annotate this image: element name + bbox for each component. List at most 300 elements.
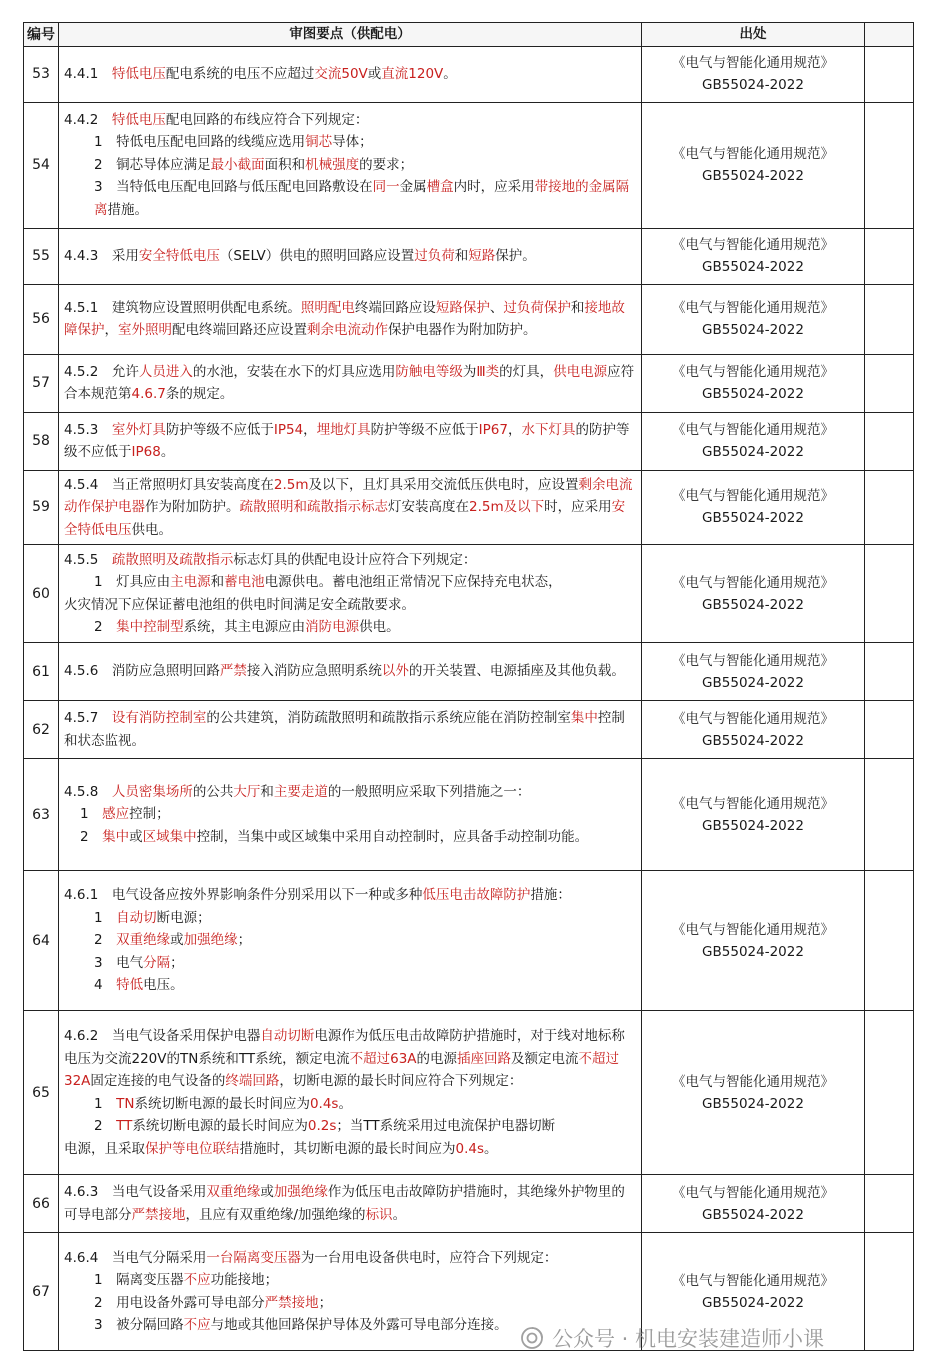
clause-text: 火灾情况下应保证蓄电池组的供电时间满足安全疏散要求。 — [64, 596, 415, 613]
clause-line — [64, 1115, 637, 1138]
clause-text: 的电源 — [416, 1050, 458, 1067]
review-point-text — [59, 470, 642, 545]
clause-text: 供电。 — [131, 521, 172, 538]
clause-text: 措施： — [530, 887, 571, 904]
highlighted-term: 室外照明 — [118, 322, 172, 338]
source-code: GB55024-2022 — [702, 596, 804, 613]
clause-text: 内时，应采用 — [453, 179, 535, 196]
clause-text: 控制，当集中或区域集中采用自动控制时，应具备手动控制功能。 — [196, 828, 589, 845]
row-number: 67 — [24, 1233, 59, 1351]
source-title: 《电气与智能化通用规范》 — [672, 55, 834, 71]
highlighted-term: 低压电击故障防护 — [422, 887, 531, 904]
review-point-text — [59, 871, 642, 1011]
highlighted-term: 终端回路 — [225, 1073, 280, 1089]
clause-text: 作为低压电击故障防护措施时，其绝缘外护物里的可导电部分 — [64, 1184, 625, 1223]
clause-line — [64, 660, 637, 683]
highlighted-term: 设有消防控制室 — [111, 710, 207, 726]
highlighted-term: 集中控制型 — [116, 619, 184, 635]
row-number: 54 — [24, 102, 59, 228]
row-number: 65 — [24, 1011, 59, 1175]
clause-text: 措施时，其切断电源的最长时间应为 — [239, 1140, 456, 1157]
clause-line — [64, 884, 637, 907]
clause-text: 4.5.5 — [64, 551, 112, 568]
highlighted-term: 人员密集场所 — [111, 783, 193, 800]
clause-text: 的开关装置、电源插座及其他负载。 — [408, 663, 625, 680]
source-title: 《电气与智能化通用规范》 — [672, 710, 834, 727]
highlighted-term: 不超过32A — [64, 1050, 620, 1089]
clause-text: 作为附加防护。 — [145, 499, 240, 515]
clause-text: 的防护等级不应低于 — [64, 421, 630, 460]
clause-line — [64, 245, 637, 268]
clause-text: ； — [318, 1294, 333, 1311]
table-row — [24, 701, 914, 759]
clause-text: 供电。 — [359, 619, 400, 635]
highlighted-term: 埋地灯具 — [316, 421, 371, 438]
review-point-text — [59, 759, 642, 871]
clause-text: ； — [237, 932, 252, 949]
highlighted-term: 短路保护 — [435, 299, 490, 316]
clause-text: 1 隔离变压器 — [94, 1272, 184, 1288]
review-point-text — [59, 102, 642, 228]
review-points-table — [23, 22, 914, 1351]
clause-text: ；当TT系统采用过电流保护电器切断 — [336, 1118, 556, 1134]
table-header-row — [24, 23, 914, 47]
extra-cell — [865, 701, 914, 759]
clause-text: 导体； — [332, 134, 373, 151]
clause-text: 与地或其他回路保护导体及外露可导电部分连接。 — [210, 1317, 508, 1333]
clause-text: 标志灯具的供配电设计应符合下列规定： — [233, 551, 477, 568]
table-row — [24, 1175, 914, 1233]
source-title: 《电气与智能化通用规范》 — [672, 574, 834, 591]
highlighted-term: 特低电压 — [111, 111, 166, 128]
table-row — [24, 354, 914, 412]
extra-cell — [865, 228, 914, 284]
highlighted-term: 标识 — [365, 1206, 393, 1223]
clause-text: 1 — [94, 909, 117, 926]
source-code: GB55024-2022 — [702, 168, 804, 184]
extra-cell — [865, 102, 914, 228]
clause-text: 的一般照明应采取下列措施之一： — [327, 783, 531, 800]
clause-line — [64, 109, 637, 132]
row-number: 63 — [24, 759, 59, 871]
table-row — [24, 759, 914, 871]
table-row — [24, 871, 914, 1011]
clause-line — [64, 154, 637, 177]
highlighted-term: 接地故障保护 — [64, 299, 625, 338]
review-point-text — [59, 412, 642, 470]
highlighted-term: 供电电源 — [553, 363, 608, 380]
clause-text: 2 用电设备外露可导电部分 — [94, 1294, 265, 1311]
row-number: 64 — [24, 871, 59, 1011]
clause-text: 防护等级不应低于 — [370, 421, 479, 438]
clause-text: 4.5.1 建筑物应设置照明供配电系统。 — [64, 299, 301, 316]
clause-text: 2 铜芯导体应满足 — [94, 156, 211, 173]
highlighted-term: 安全特低电压 — [138, 247, 220, 264]
clause-text: 的灯具， — [499, 363, 554, 380]
source-reference — [642, 228, 865, 284]
clause-text: 防护等级不应低于 — [165, 421, 274, 438]
extra-cell — [865, 759, 914, 871]
source-reference — [642, 545, 865, 643]
clause-text: 。 — [443, 65, 457, 82]
highlighted-term: 保护等电位联结 — [145, 1140, 240, 1157]
source-reference — [642, 1175, 865, 1233]
extra-cell — [865, 284, 914, 354]
clause-text: 断电源； — [156, 909, 211, 926]
clause-line — [64, 616, 637, 639]
clause-line — [64, 1247, 637, 1270]
clause-text: 配电回路的布线应符合下列规定： — [165, 111, 369, 128]
table-row — [24, 102, 914, 228]
table-row — [24, 46, 914, 102]
clause-text: 。 — [484, 1140, 498, 1157]
clause-text: 金属 — [399, 179, 427, 196]
table-row — [24, 228, 914, 284]
highlighted-term: 集中 — [102, 828, 130, 845]
clause-text: 系统，其主电源应由 — [183, 619, 306, 635]
highlighted-term: 过负荷 — [414, 247, 455, 264]
clause-text: 4.6.1 电气设备应按外界影响条件分别采用以下一种或多种 — [64, 887, 423, 904]
highlighted-term: IP68 — [131, 444, 161, 460]
clause-text: 4.6.3 当电气设备采用 — [64, 1184, 207, 1200]
extra-cell — [865, 354, 914, 412]
highlighted-term: Ⅲ类 — [476, 363, 500, 380]
clause-text: 3 当特低电压配电回路与低压配电回路敷设在 — [94, 179, 373, 196]
clause-line — [64, 419, 637, 464]
highlighted-term: 交流50V — [314, 65, 368, 82]
clause-text: 控制； — [129, 806, 170, 823]
highlighted-term: 主要走道 — [273, 783, 328, 800]
highlighted-term: 区域集中 — [142, 828, 197, 845]
highlighted-term: 主电源 — [170, 574, 211, 590]
source-title: 《电气与智能化通用规范》 — [672, 422, 834, 438]
source-title: 《电气与智能化通用规范》 — [672, 488, 834, 505]
source-reference — [642, 871, 865, 1011]
highlighted-term: 0.4s — [455, 1140, 485, 1157]
row-number: 53 — [24, 46, 59, 102]
clause-text: 条的规定。 — [165, 386, 234, 402]
highlighted-term: 自动切 — [116, 909, 157, 926]
clause-text: 及以下，且灯具采用交流低压供电时，应设置 — [308, 476, 579, 493]
clause-line — [64, 63, 637, 86]
highlighted-term: 0.2s — [307, 1118, 337, 1134]
clause-text: 。 — [338, 1095, 352, 1112]
highlighted-term: IP67 — [478, 421, 508, 438]
highlighted-term: 以外 — [381, 663, 409, 680]
source-title: 《电气与智能化通用规范》 — [672, 1272, 834, 1289]
source-code: GB55024-2022 — [702, 1095, 804, 1112]
source-code: GB55024-2022 — [702, 674, 804, 691]
clause-text: 和 — [454, 247, 469, 264]
clause-text: 应符合本规范第 — [64, 363, 635, 402]
highlighted-term: 疏散照明和疏散指示标志 — [239, 499, 388, 515]
highlighted-term: 插座回路 — [457, 1050, 512, 1067]
clause-text: 4.4.2 — [64, 111, 112, 128]
table-row — [24, 643, 914, 701]
clause-text: 4.6.4 当电气分隔采用 — [64, 1249, 207, 1266]
clause-line — [64, 549, 637, 572]
wechat-official-account-icon — [520, 1326, 544, 1350]
source-title: 《电气与智能化通用规范》 — [672, 1073, 834, 1090]
source-code: GB55024-2022 — [702, 444, 804, 460]
source-title: 《电气与智能化通用规范》 — [672, 300, 834, 316]
highlighted-term: 加强绝缘 — [273, 1184, 328, 1200]
clause-text: 的水池，安装在水下的灯具应选用 — [192, 363, 396, 380]
highlighted-term: 带接地的金属隔离 — [94, 179, 630, 218]
highlighted-term: 双重绝缘 — [206, 1184, 261, 1200]
clause-text: 1 — [94, 1095, 117, 1112]
extra-cell — [865, 1175, 914, 1233]
clause-text: 或 — [129, 828, 143, 845]
clause-text: 电源供电。蓄电池组正常情况下应保持充电状态， — [264, 574, 562, 590]
clause-text: ，且应有双重绝缘/加强绝缘的 — [185, 1206, 366, 1223]
header-source: 出处 — [642, 23, 865, 47]
clause-text: 保护。 — [495, 247, 536, 264]
highlighted-term: 室外灯具 — [111, 421, 166, 438]
clause-text: ； — [170, 954, 184, 971]
clause-text: ，切断电源的最长时间应符合下列规定： — [279, 1073, 523, 1089]
clause-line — [64, 1093, 637, 1116]
row-number: 61 — [24, 643, 59, 701]
highlighted-term: 2.5m及以下 — [469, 499, 545, 515]
clause-text: 和 — [570, 299, 585, 316]
table-row — [24, 470, 914, 545]
highlighted-term: 严禁接地 — [264, 1294, 319, 1311]
clause-text: ， — [303, 421, 317, 438]
clause-text: 或 — [170, 932, 184, 949]
clause-text: 2 — [94, 932, 117, 949]
clause-text: 电压。 — [143, 977, 184, 994]
source-code: GB55024-2022 — [702, 259, 804, 275]
clause-text: 4.5.2 允许 — [64, 363, 139, 380]
clause-line — [64, 974, 637, 997]
clause-text: 接入消防应急照明系统 — [246, 663, 382, 680]
clause-text: （SELV）供电的照明回路应设置 — [219, 247, 415, 264]
highlighted-term: 特低电压 — [111, 65, 166, 82]
highlighted-term: 加强绝缘 — [183, 932, 238, 949]
clause-text: ， — [507, 421, 522, 438]
clause-line — [64, 1292, 637, 1315]
highlighted-term: 不应 — [183, 1272, 211, 1288]
row-number: 59 — [24, 470, 59, 545]
highlighted-term: 严禁 — [219, 663, 247, 680]
extra-cell — [865, 412, 914, 470]
extra-cell — [865, 1011, 914, 1175]
source-code: GB55024-2022 — [702, 322, 804, 338]
clause-text: 4.4.1 — [64, 65, 112, 82]
highlighted-term: 铜芯 — [305, 134, 333, 151]
clause-text: 功能接地； — [210, 1272, 279, 1288]
clause-text: 面积和 — [264, 156, 306, 173]
source-reference — [642, 701, 865, 759]
clause-text: 4.4.3 采用 — [64, 247, 139, 264]
source-code: GB55024-2022 — [702, 1206, 804, 1223]
highlighted-term: 集中 — [570, 710, 598, 726]
clause-text: 为一台用电设备供电时，应符合下列规定： — [300, 1249, 558, 1266]
highlighted-term: 安全特低电压 — [64, 499, 626, 538]
highlighted-term: 短路 — [468, 247, 496, 264]
highlighted-term: 防触电等级 — [395, 363, 463, 380]
clause-text: ， — [104, 322, 118, 338]
row-number: 56 — [24, 284, 59, 354]
source-title: 《电气与智能化通用规范》 — [672, 364, 834, 380]
table-row — [24, 545, 914, 643]
row-number: 62 — [24, 701, 59, 759]
highlighted-term: 一台隔离变压器 — [206, 1249, 301, 1266]
clause-text: 电源作为低压电击故障防护措施时，对于线对地标称电压为交流220V的TN系统和TT系统，额定电流 — [64, 1028, 625, 1067]
highlighted-term: 2.5m — [273, 476, 309, 493]
clause-text: 4.5.4 当正常照明灯具安装高度在 — [64, 476, 274, 493]
highlighted-term: 槽盒 — [426, 179, 454, 196]
highlighted-term: 大厅 — [233, 783, 261, 800]
highlighted-term: 严禁接地 — [131, 1206, 186, 1223]
header-number: 编号 — [24, 23, 59, 47]
source-reference — [642, 284, 865, 354]
clause-text: 或 — [367, 65, 382, 82]
clause-text: 3 电气 — [94, 954, 144, 971]
review-point-text — [59, 1175, 642, 1233]
clause-line — [64, 297, 637, 342]
source-reference — [642, 643, 865, 701]
highlighted-term: 人员进入 — [138, 363, 193, 380]
table-body — [24, 46, 914, 1351]
watermark-text: 公众号 · 机电安装建造师小课 — [552, 1327, 825, 1351]
source-code: GB55024-2022 — [702, 510, 804, 527]
clause-line — [64, 131, 637, 154]
clause-line — [64, 571, 637, 594]
source-code: GB55024-2022 — [702, 1294, 804, 1311]
review-point-text — [59, 354, 642, 412]
clause-text: 配电系统的电压不应超过 — [165, 65, 315, 82]
clause-text: 4.5.8 — [64, 783, 112, 800]
source-title: 《电气与智能化通用规范》 — [672, 652, 834, 669]
source-title: 《电气与智能化通用规范》 — [672, 146, 834, 162]
row-number: 58 — [24, 412, 59, 470]
highlighted-term: 剩余电流动作保护电器 — [64, 476, 633, 515]
highlighted-term: 自动切断 — [260, 1028, 315, 1044]
clause-text: 保护电器作为附加防护。 — [388, 322, 537, 338]
source-code: GB55024-2022 — [702, 943, 804, 960]
clause-text: 或 — [260, 1184, 274, 1200]
extra-cell — [865, 46, 914, 102]
source-title: 《电气与智能化通用规范》 — [672, 1184, 834, 1201]
clause-text: 4 — [94, 977, 117, 994]
source-reference — [642, 102, 865, 228]
highlighted-term: 特低 — [116, 977, 144, 994]
table-row — [24, 1011, 914, 1175]
clause-text: 4.5.6 消防应急照明回路 — [64, 663, 220, 680]
highlighted-term: 0.4s — [309, 1095, 339, 1112]
source-reference — [642, 1011, 865, 1175]
clause-text: 、 — [489, 299, 504, 316]
clause-text: 1 灯具应由 — [94, 574, 171, 590]
clause-text: 及额定电流 — [511, 1050, 579, 1067]
clause-text: 的要求； — [359, 156, 414, 173]
highlighted-term: 最小截面 — [210, 156, 265, 173]
clause-text: 系统切断电源的最长时间应为 — [134, 1095, 310, 1112]
table-row — [24, 284, 914, 354]
highlighted-term: 不超过63A — [349, 1050, 417, 1067]
clause-text: 2 — [94, 1118, 117, 1134]
source-code: GB55024-2022 — [702, 386, 804, 402]
clause-text: 配电终端回路还应设置 — [172, 322, 307, 338]
review-point-text — [59, 46, 642, 102]
source-title: 《电气与智能化通用规范》 — [672, 921, 834, 938]
review-point-text — [59, 643, 642, 701]
source-reference — [642, 470, 865, 545]
clause-line — [64, 176, 637, 221]
extra-cell — [865, 643, 914, 701]
source-title: 《电气与智能化通用规范》 — [672, 237, 834, 253]
source-reference — [642, 412, 865, 470]
clause-line — [64, 707, 637, 752]
clause-text: 的公共建筑，消防疏散照明和疏散指示系统应能在消防控制室 — [206, 710, 571, 726]
clause-text: 4.6.2 当电气设备采用保护电器 — [64, 1028, 261, 1044]
highlighted-term: 直流120V — [381, 65, 444, 82]
clause-text: 控制和状态监视。 — [64, 710, 625, 749]
clause-text: 措施。 — [107, 201, 148, 218]
highlighted-term: 4.6.7 — [131, 386, 166, 402]
review-point-text — [59, 228, 642, 284]
highlighted-term: 过负荷保护 — [503, 299, 571, 316]
row-number: 57 — [24, 354, 59, 412]
clause-text: 2 — [94, 619, 117, 635]
clause-text: 4.5.3 — [64, 421, 112, 438]
highlighted-term: 剩余电流动作 — [307, 322, 388, 338]
clause-line — [64, 1025, 637, 1093]
source-title: 《电气与智能化通用规范》 — [672, 795, 834, 812]
clause-text: 和 — [260, 783, 274, 800]
clause-text: 终端回路应设 — [354, 299, 436, 316]
clause-line — [64, 929, 637, 952]
clause-text: 。 — [392, 1206, 407, 1223]
clause-line — [64, 907, 637, 930]
header-extra — [865, 23, 914, 47]
clause-line — [64, 361, 637, 406]
highlighted-term: 双重绝缘 — [116, 932, 171, 949]
highlighted-term: 消防电源 — [305, 619, 360, 635]
clause-line — [64, 952, 637, 975]
review-point-text — [59, 1011, 642, 1175]
highlighted-term: 蓄电池 — [224, 574, 265, 590]
clause-line — [64, 826, 637, 849]
watermark — [520, 1318, 936, 1358]
clause-text: 2 — [80, 828, 103, 845]
source-reference — [642, 354, 865, 412]
source-code: GB55024-2022 — [702, 77, 804, 93]
clause-line — [64, 594, 637, 617]
highlighted-term: 水下灯具 — [521, 421, 576, 438]
clause-line — [64, 781, 637, 804]
row-number: 55 — [24, 228, 59, 284]
highlighted-term: 机械强度 — [305, 156, 360, 173]
clause-line — [64, 1181, 637, 1226]
clause-text: 固定连接的电气设备的 — [90, 1073, 226, 1089]
highlighted-term: IP54 — [273, 421, 304, 438]
review-point-text — [59, 701, 642, 759]
clause-text: 。 — [160, 444, 175, 460]
header-review-points: 审图要点（供配电） — [59, 23, 642, 47]
clause-line — [64, 803, 637, 826]
highlighted-term: TT — [116, 1118, 133, 1134]
table-row — [24, 412, 914, 470]
clause-line — [64, 474, 637, 542]
clause-text: 1 — [80, 806, 103, 823]
review-point-text — [59, 545, 642, 643]
highlighted-term: 疏散照明及疏散指示 — [111, 551, 234, 568]
source-code: GB55024-2022 — [702, 732, 804, 749]
highlighted-term: TN — [116, 1095, 135, 1112]
